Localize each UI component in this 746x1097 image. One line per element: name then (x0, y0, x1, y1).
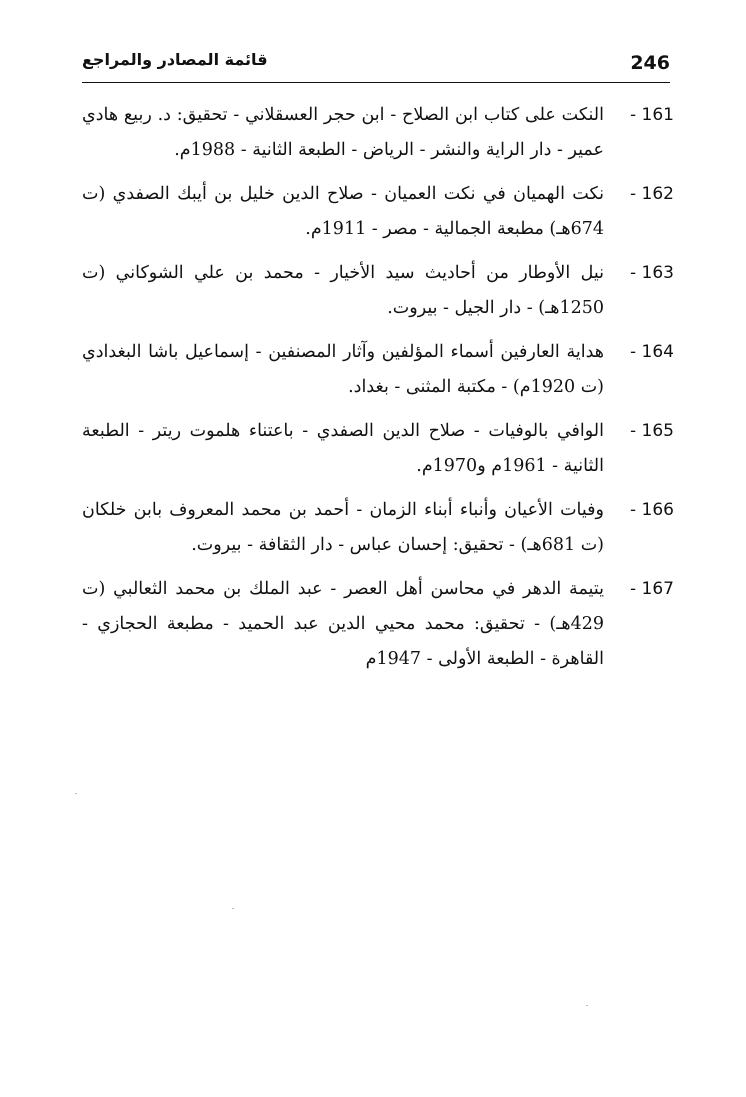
entry-text: يتيمة الدهر في محاسن أهل العصر - عبد الملك بن محمد الثعالبي (ت 429هـ) - تحقيق: محمد محيي الدين عبد الحميد - مطبعة الحجازي - القاهرة - الطبعة الأولى - 1947م (82, 579, 604, 669)
entry-text: وفيات الأعيان وأنباء أبناء الزمان - أحمد بن محمد المعروف بابن خلكان (ت 681هـ) - تحقيق: إحسان عباس - دار الثقافة - بيروت. (82, 500, 604, 555)
entry-number: 163 (641, 263, 674, 283)
entry-number: 167 (641, 579, 674, 599)
reference-entry-166 (82, 493, 674, 563)
reference-entry-165 (82, 414, 674, 484)
reference-entry-161 (82, 98, 674, 168)
entry-number-label: 165 - (630, 421, 674, 441)
entry-text: الوافي بالوفيات - صلاح الدين الصفدي - باعتناء هلموت ريتر - الطبعة الثانية - 1961م و1970م. (82, 421, 604, 476)
scan-speck (75, 793, 77, 794)
scan-speck (586, 1005, 588, 1006)
reference-entry-167 (82, 572, 674, 677)
entry-text: النكت على كتاب ابن الصلاح - ابن حجر العسقلاني - تحقيق: د. ربيع هادي عمير - دار الراية والنشر - الرياض - الطبعة الثانية - 1988م. (82, 105, 604, 160)
entry-number-label: 163 - (630, 263, 674, 283)
entry-number-label: 162 - (630, 184, 674, 204)
entry-number-label: 167 - (630, 579, 674, 599)
reference-entry-164 (82, 335, 674, 405)
entry-number: 162 (641, 184, 674, 204)
entry-number: 166 (641, 500, 674, 520)
entry-number-label: 164 - (630, 342, 674, 362)
running-title: قائمة المصادر والمراجع (82, 50, 268, 69)
entry-number: 161 (641, 105, 674, 125)
page-number: 246 (630, 52, 670, 74)
reference-entry-162 (82, 177, 674, 247)
entry-text: نكت الهميان في نكت العميان - صلاح الدين خليل بن أيبك الصفدي (ت 674هـ) مطبعة الجمالية - مصر - 1911م. (82, 184, 604, 239)
references-list (82, 98, 674, 686)
entry-number: 164 (641, 342, 674, 362)
entry-number-label: 161 - (630, 105, 674, 125)
page-header (82, 46, 670, 83)
reference-entry-163 (82, 256, 674, 326)
entry-text: هداية العارفين أسماء المؤلفين وآثار المصنفين - إسماعيل باشا البغدادي (ت 1920م) - مكتبة المثنى - بغداد. (82, 342, 604, 397)
entry-number-label: 166 - (630, 500, 674, 520)
entry-text: نيل الأوطار من أحاديث سيد الأخيار - محمد بن علي الشوكاني (ت 1250هـ) - دار الجيل - بيروت. (82, 263, 604, 318)
scan-speck (232, 908, 234, 909)
entry-number: 165 (641, 421, 674, 441)
